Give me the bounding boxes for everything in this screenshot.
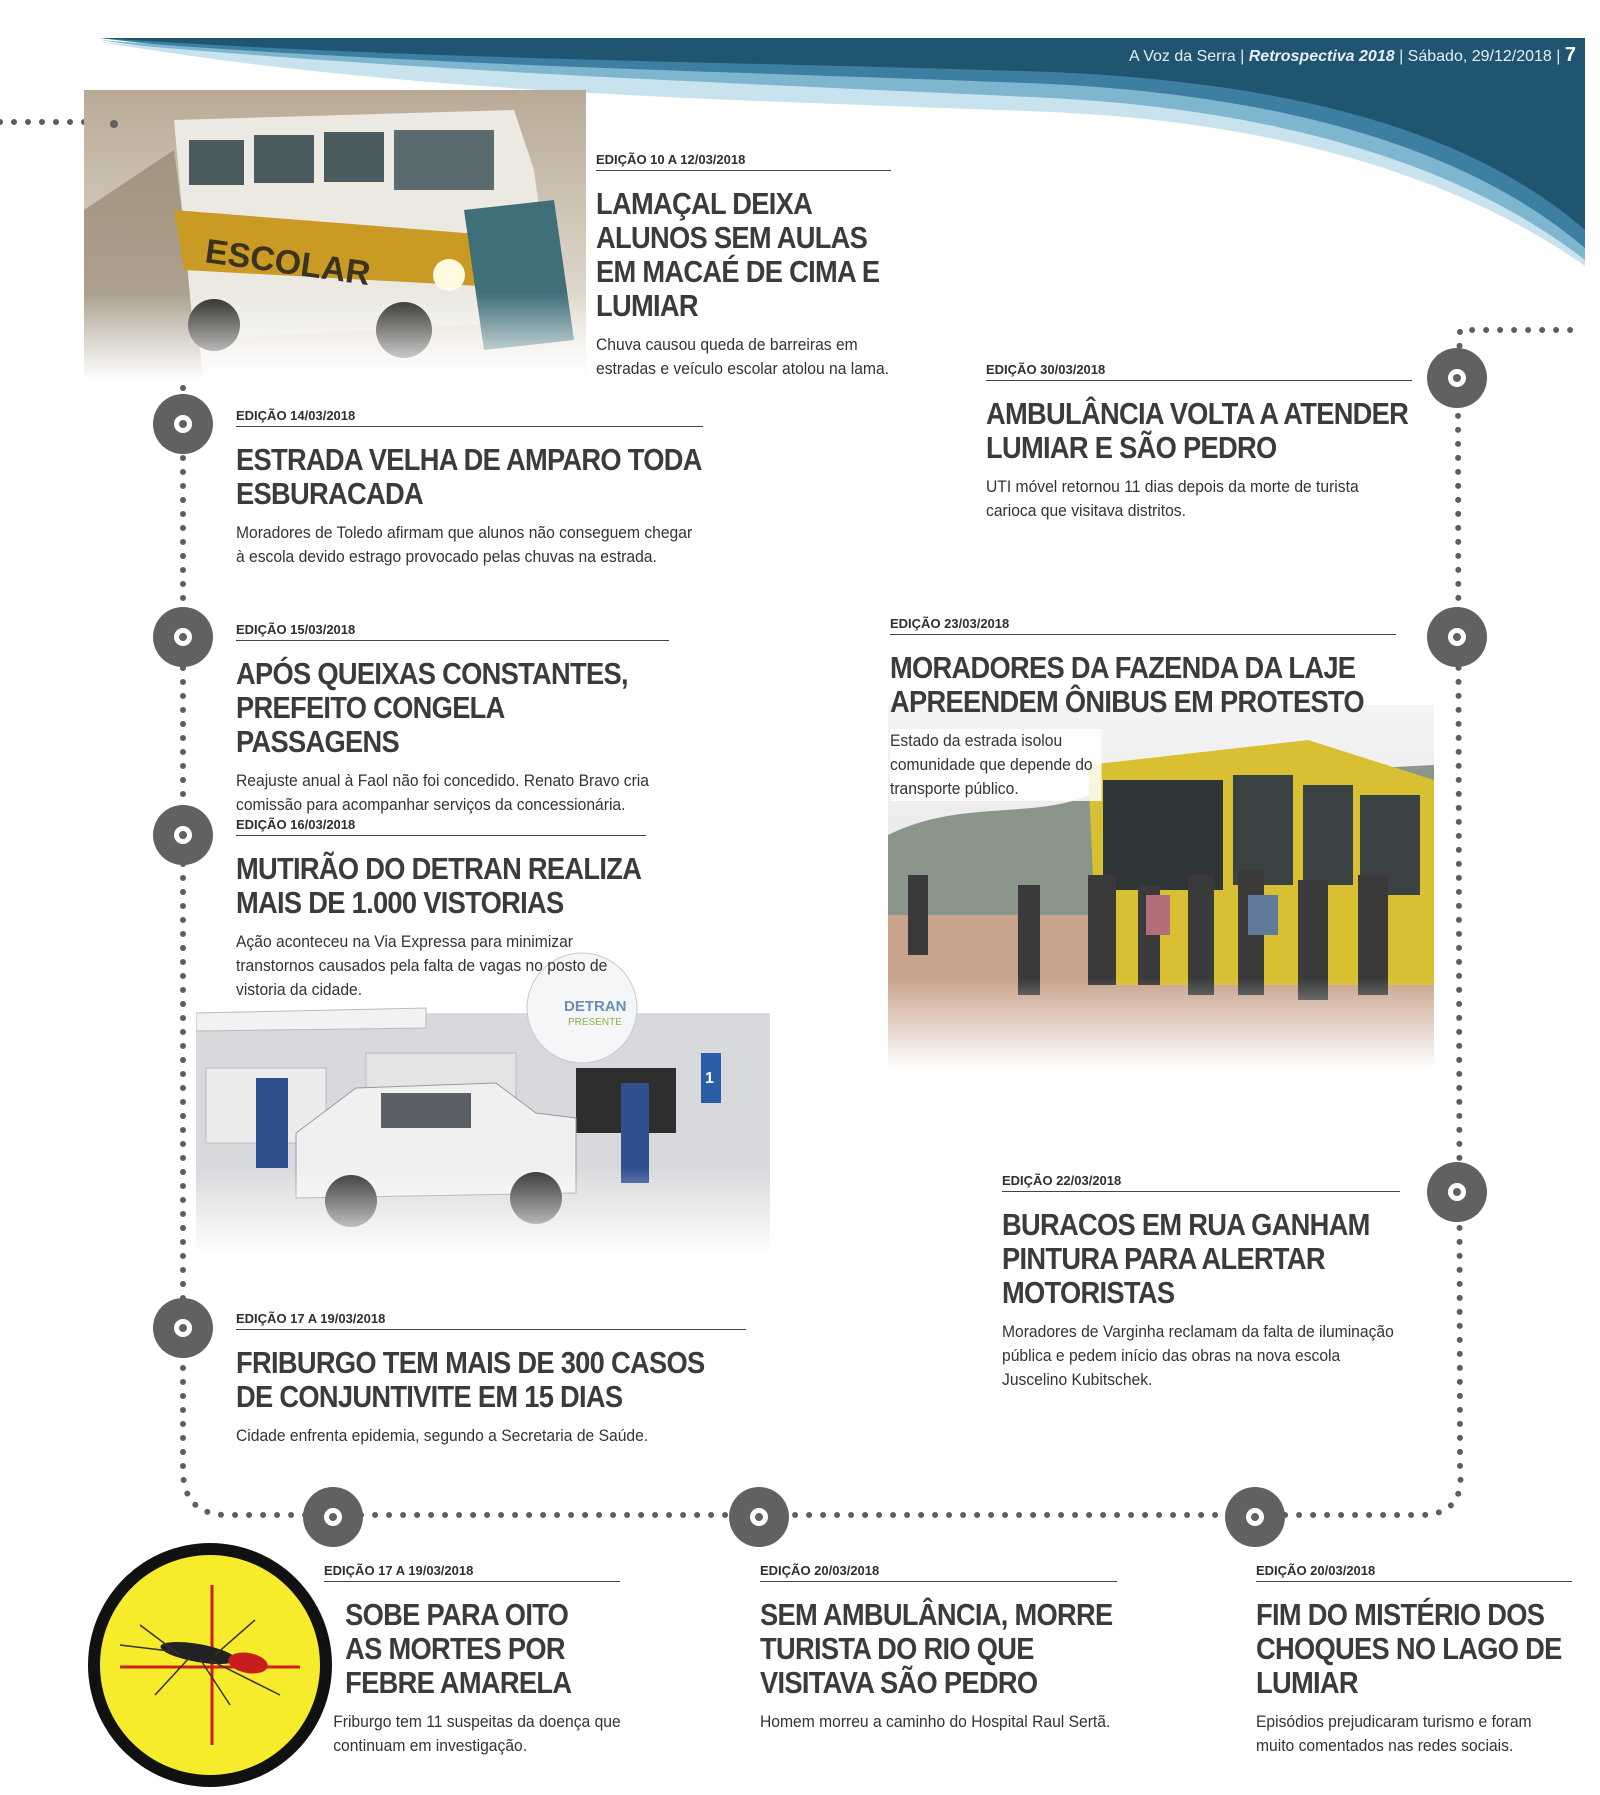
timeline-node xyxy=(1427,607,1487,667)
school-van-photo xyxy=(84,90,586,380)
story-headline: MUTIRÃO DO DETRAN REALIZA MAIS DE 1.000 VISTORIAS xyxy=(236,851,641,920)
story-summary: Reajuste anual à Faol não foi concedido. Renato Bravo cria comissão para acompanhar serviços da concessionária. xyxy=(236,771,649,814)
story-edition: EDIÇÃO 23/03/2018 xyxy=(890,616,1396,635)
yellow-fever-mosquito-illustration xyxy=(80,1535,352,1790)
header-separator: | xyxy=(1240,48,1245,65)
story-headline: SOBE PARA OITO AS MORTES POR FEBRE AMARELA xyxy=(345,1597,572,1700)
story-edition: EDIÇÃO 17 A 19/03/2018 xyxy=(324,1563,620,1582)
story-headline: AMBULÂNCIA VOLTA A ATENDER LUMIAR E SÃO PEDRO xyxy=(986,396,1409,465)
story-headline: FRIBURGO TEM MAIS DE 300 CASOS DE CONJUNTIVITE EM 15 DIAS xyxy=(236,1345,705,1414)
timeline-node xyxy=(153,607,213,667)
story-headline: BURACOS EM RUA GANHAM PINTURA PARA ALERTAR MOTORISTAS xyxy=(1002,1207,1370,1310)
story-edition: EDIÇÃO 16/03/2018 xyxy=(236,817,646,836)
story-edition: EDIÇÃO 14/03/2018 xyxy=(236,408,703,427)
story-summary: Friburgo tem 11 suspeitas da doença que continuam em investigação. xyxy=(333,1712,621,1755)
story-detran xyxy=(236,817,646,1002)
story-ambulancia-volta xyxy=(986,362,1412,523)
story-summary: Chuva causou queda de barreiras em estradas e veículo escolar atolou na lama. xyxy=(596,335,889,378)
story-choques-lago xyxy=(1256,1563,1572,1758)
header-section: Retrospectiva 2018 xyxy=(1248,48,1395,65)
story-headline: MORADORES DA FAZENDA DA LAJE APREENDEM ÔNIBUS EM PROTESTO xyxy=(890,650,1364,719)
story-edition: EDIÇÃO 30/03/2018 xyxy=(986,362,1412,381)
story-buracos xyxy=(1002,1173,1400,1392)
story-passagens xyxy=(236,622,669,817)
story-edition: EDIÇÃO 17 A 19/03/2018 xyxy=(236,1311,746,1330)
story-summary: Estado da estrada isolou comunidade que depende do transporte público. xyxy=(890,729,1102,801)
timeline-node xyxy=(153,1298,213,1358)
story-headline: FIM DO MISTÉRIO DOS CHOQUES NO LAGO DE LUMIAR xyxy=(1256,1597,1562,1700)
story-summary: Episódios prejudicaram turismo e foram muito comentados nas redes sociais. xyxy=(1256,1712,1532,1755)
story-edition: EDIÇÃO 10 A 12/03/2018 xyxy=(596,152,891,171)
story-edition: EDIÇÃO 22/03/2018 xyxy=(1002,1173,1400,1192)
story-summary: Moradores de Toledo afirmam que alunos não conseguem chegar à escola devido estrago provocado pelas chuvas na estrada. xyxy=(236,523,693,566)
story-summary: Cidade enfrenta epidemia, segundo a Secretaria de Saúde. xyxy=(236,1426,649,1445)
story-summary: UTI móvel retornou 11 dias depois da morte de turista carioca que visitava distritos. xyxy=(986,477,1359,520)
timeline-node xyxy=(1225,1487,1285,1547)
story-headline: ESTRADA VELHA DE AMPARO TODA ESBURACADA xyxy=(236,442,701,511)
story-edition: EDIÇÃO 20/03/2018 xyxy=(760,1563,1117,1582)
header-separator: | xyxy=(1556,48,1561,65)
story-estrada-velha xyxy=(236,408,703,569)
header-publication: A Voz da Serra xyxy=(1128,48,1236,65)
story-summary: Homem morreu a caminho do Hospital Raul Sertã. xyxy=(760,1712,1111,1731)
story-edition: EDIÇÃO 20/03/2018 xyxy=(1256,1563,1572,1582)
timeline-node xyxy=(729,1487,789,1547)
story-headline: LAMAÇAL DEIXA ALUNOS SEM AULAS EM MACAÉ DE CIMA E LUMIAR xyxy=(596,186,880,323)
timeline-node xyxy=(153,805,213,865)
header-date: Sábado, 29/12/2018 xyxy=(1407,48,1552,65)
story-edition: EDIÇÃO 15/03/2018 xyxy=(236,622,669,641)
story-headline: SEM AMBULÂNCIA, MORRE TURISTA DO RIO QUE VISITAVA SÃO PEDRO xyxy=(760,1597,1113,1700)
story-conjuntivite xyxy=(236,1311,746,1448)
timeline-node xyxy=(1427,348,1487,408)
story-summary: Moradores de Varginha reclamam da falta de iluminação pública e pedem início das obras na nova escola Juscelino Kubitschek. xyxy=(1002,1322,1394,1389)
story-fazenda-laje xyxy=(890,616,1396,801)
page-number: 7 xyxy=(1564,44,1576,66)
story-lamacal xyxy=(596,152,891,381)
story-headline: APÓS QUEIXAS CONSTANTES, PREFEITO CONGELA PASSAGENS xyxy=(236,656,628,759)
story-febre-amarela xyxy=(324,1563,620,1758)
story-summary: Ação aconteceu na Via Expressa para minimizar transtornos causados pela falta de vagas no posto de vistoria da cidade. xyxy=(236,932,608,999)
story-sem-ambulancia xyxy=(760,1563,1117,1734)
header-separator: | xyxy=(1399,48,1404,65)
timeline-node xyxy=(153,394,213,454)
timeline-node xyxy=(1427,1162,1487,1222)
